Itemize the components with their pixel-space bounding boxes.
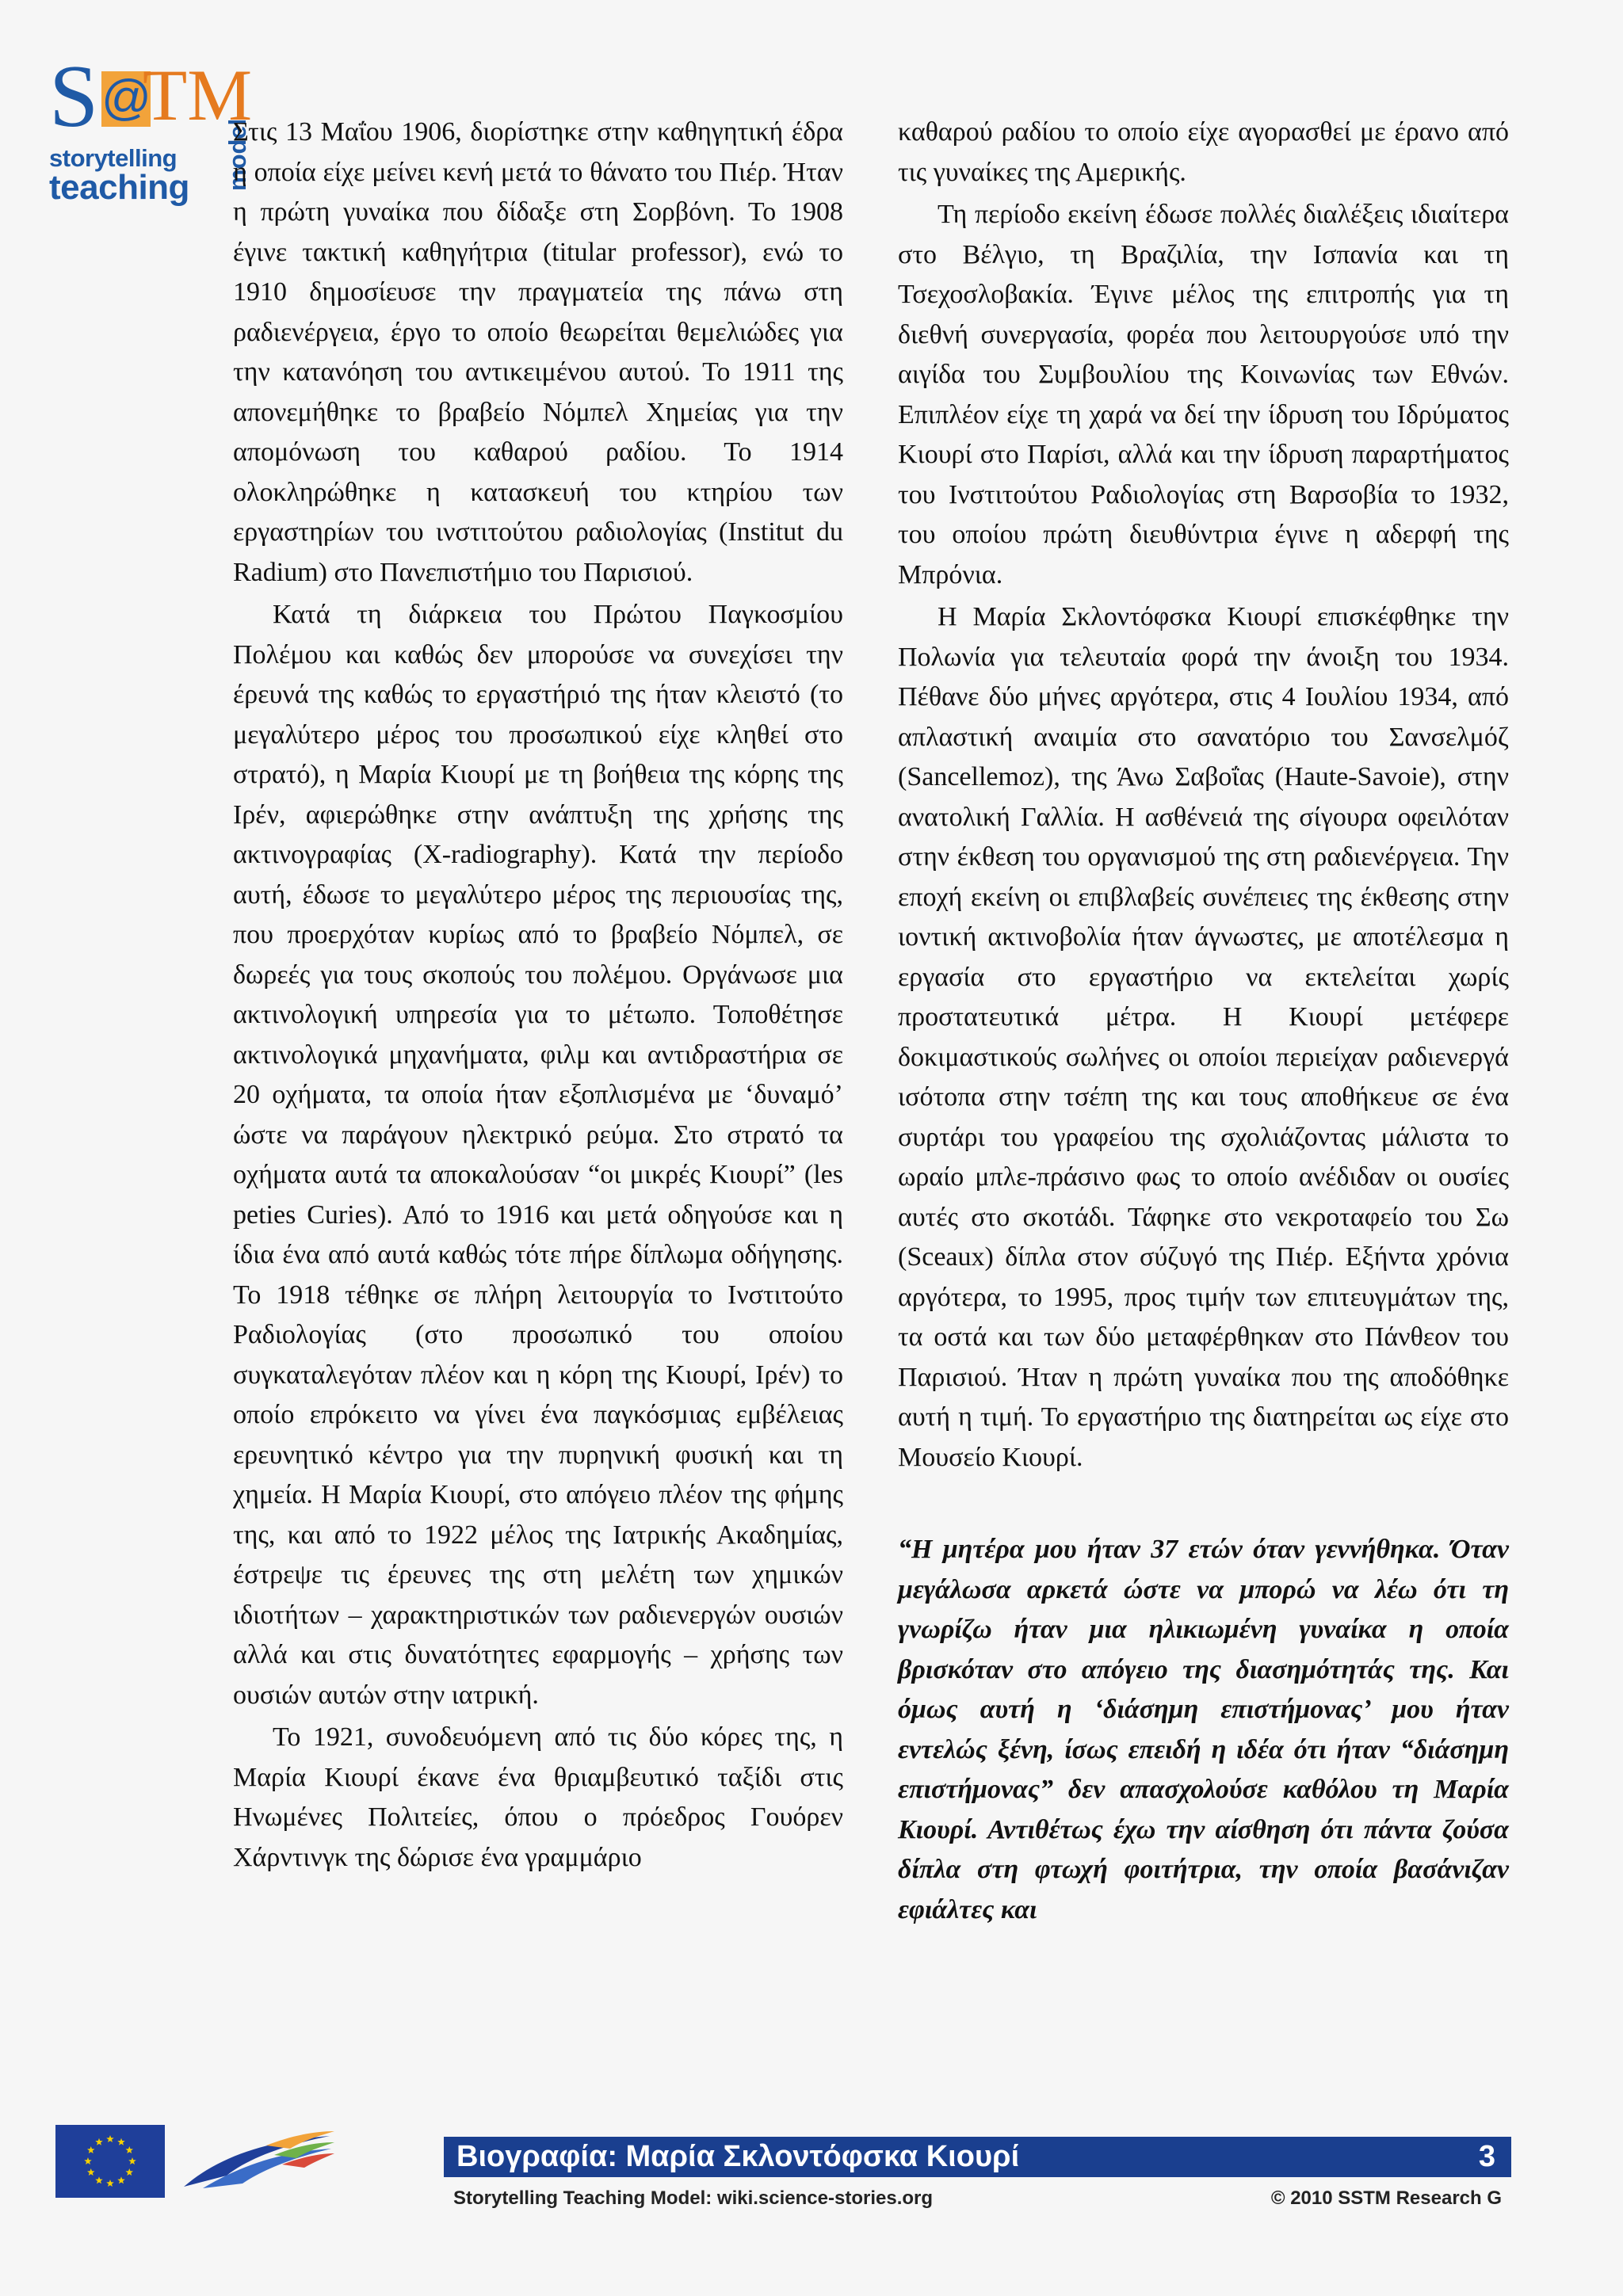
logo-letters-tm: TM [143, 55, 252, 135]
logo-at-sign: @ [101, 71, 151, 125]
right-paragraph-3: Η Μαρία Σκλοντόφσκα Κιουρί επισκέφθηκε την Πολωνία για τελευταία φορά την άνοιξη του 1934. Πέθανε δύο μήνες αργότερα, στις 4 Ιουλίου 1934, από απλαστική αναιμία στο σανατόριο του Σανσελμόζ (Sancellemoz), της Άνω Σαβοΐας (Haute-Savoie), στην ανατολική Γαλλία. Η ασθένειά της σίγουρα οφειλόταν στην έκθεση του οργανισμού της στη ραδιενέργεια. Την εποχή εκείνη οι επιβλαβείς συνέπειες της έκθεσης στην ιοντική ακτινοβολία ήταν άγνωστες, με αποτέλεσμα η εργασία στο εργαστήριο να εκτελείται χωρίς προστατευτικά μέτρα. Η Κιουρί μετέφερε δοκιμαστικούς σωλήνες οι οποίοι περιείχαν ραδιενεργά ισότοπα στην τσέπη της και τους αποθήκευε σε ένα συρτάρι του γραφείου της σχολιάζοντας μάλιστα το ωραίο μπλε-πράσινο φως το οποίο ανέδιδαν οι ουσίες αυτές στο σκοτάδι. Τάφηκε στο νεκροταφείο του Σω (Sceaux) δίπλα στον σύζυγό της Πιέρ. Εξήντα χρόνια αργότερα, το 1995, προς τιμήν των επιτευγμάτων της, τα οστά και των δύο μεταφέρθηκαν στο Πάνθεον του Παρισιού. Ήταν η πρώτη γυναίκα που της αποδόθηκε αυτή η τιμή. Το εργαστήριο της διατηρείται ως είχε στο Μουσείο Κιουρί. [898, 602, 1509, 1472]
left-paragraph-3: Το 1921, συνοδευόμενη από τις δύο κόρες της, η Μαρία Κιουρί έκανε ένα θριαμβευτικό ταξίδι στις Ηνωμένες Πολιτείες, όπου ο πρόεδρος Γουόρεν Χάρντινγκ της δώρισε ένα γραμμάριο [233, 1722, 843, 1872]
left-column [233, 113, 843, 1878]
eu-stars-icon [55, 2125, 165, 2198]
logo-teaching: teaching [49, 168, 189, 207]
footer-bar [444, 2137, 1511, 2177]
left-paragraph-2: Κατά τη διάρκεια του Πρώτου Παγκοσμίου Πολέμου και καθώς δεν μπορούσε να συνεχίσει την έρευνά της καθώς το εργαστήριό της ήταν κλειστό (το μεγαλύτερο μέρος του προσωπικού είχε κληθεί στο στρατό), η Μαρία Κιουρί με τη βοήθεια της κόρης της Ιρέν, αφιερώθηκε στην ανάπτυξη της χρήσης της ακτινογραφίας (X-radiography). Κατά την περίοδο αυτή, έδωσε το μεγαλύτερο μέρος της περιουσίας της, που προερχόταν κυρίως από το βραβείο Νόμπελ, σε δωρεές για τους σκοπούς του πολέμου. Οργάνωσε μια ακτινολογική υπηρεσία για το μέτωπο. Τοποθέτησε ακτινολογικά μηχανήματα, φιλμ και αντιδραστήρια σε 20 οχήματα, τα οποία ήταν εξοπλισμένα με ‘δυναμό’ ώστε να παράγουν ηλεκτρικό ρεύμα. Στο στρατό τα οχήματα αυτά τα αποκαλούσαν “οι μικρές Κιουρί” (les peties Curies). Από το 1916 και μετά οδηγούσε και η ίδια ένα από αυτά καθώς τότε πήρε δίπλωμα οδήγησης. Το 1918 τέθηκε σε πλήρη λειτουργία το Ινστιτούτο Ραδιολογίας (στο προσωπικό του οποίου συγκαταλεγόταν πλέον και η κόρη της Κιουρί, Ιρέν) το οποίο επρόκειτο να γίνει ένα παγκόσμιας εμβέλειας ερευνητικό κέντρο για την πυρηνική φυσική και τη χημεία. Η Μαρία Κιουρί, στο απόγειο πλέον της φήμης της, και από το 1922 μέλος της Ιατρικής Ακαδημίας, έστρεψε τις έρευνες της στη μελέτη των χημικών ιδιοτήτων – χαρακτηριστικών των ραδιενεργών ουσιών αλλά και στις δυνατότητες εφαρμογής – χρήσης των ουσιών αυτών στην ιατρική. [233, 600, 843, 1710]
logo-model: model [223, 118, 251, 191]
logo-storytelling: storytelling [49, 144, 178, 172]
lifelong-learning-programme-logo [179, 2125, 336, 2198]
left-paragraph-1: Στις 13 Μαΐου 1906, διορίστηκε στην καθηγητική έδρα η οποία είχε μείνει κενή μετά το θάνατο του Πιέρ. Ήταν η πρώτη γυναίκα που δίδαξε στη Σορβόνη. Το 1908 έγινε τακτική καθηγήτρια (titular professor), ενώ το 1910 δημοσίευσε την πραγματεία της πάνω στη ραδιενέργεια, έργο το οποίο θεωρείται θεμελιώδες για την κατανόηση του αντικειμένου αυτού. Το 1911 της απονεμήθηκε το βραβείο Νόμπελ Χημείας για την απομόνωση του καθαρού ραδίου. Το 1914 ολοκληρώθηκε η κατασκευή του κτηρίου των εργαστηρίων του ινστιτούτου ραδιολογίας (Institut du Radium) στο Πανεπιστήμιο του Παρισιού. [233, 117, 843, 587]
daughter-quote: “Η μητέρα μου ήταν 37 ετών όταν γεννήθηκα. Όταν μεγάλωσα αρκετά ώστε να μπορώ να λέω ότι τη γνωρίζω ήταν μια ηλικιωμένη γυναίκα η οποία βρισκόταν στο απόγειο της διασημότητάς της. Και όμως αυτή η ‘διάσημη επιστήμονας’ μου ήταν εντελώς ξένη, ίσως επειδή η ιδέα ότι ήταν “διάσημη επιστήμονας” δεν απασχολούσε καθόλου τη Μαρία Κιουρί. Αντιθέτως έχω την αίσθηση ότι πάντα ζούσα δίπλα στη φτωχή φοιτήτρια, την οποία βασάνιζαν εφιάλτες και [898, 1535, 1509, 1924]
right-paragraph-1: καθαρού ραδίου το οποίο είχε αγορασθεί με έρανο από τις γυναίκες της Αμερικής. [898, 117, 1509, 187]
footer-site-link[interactable]: Storytelling Teaching Model: wiki.science-stories.org [453, 2187, 934, 2209]
right-column [898, 113, 1509, 1930]
footer-copyright: © 2010 SSTM Research G [1270, 2187, 1502, 2209]
eu-flag-icon [55, 2125, 165, 2198]
footer-subline [444, 2185, 1511, 2209]
sstm-logo [49, 48, 252, 211]
logo-letter-s: S [49, 48, 99, 146]
right-paragraph-2: Τη περίοδο εκείνη έδωσε πολλές διαλέξεις ιδιαίτερα στο Βέλγιο, τη Βραζιλία, την Ισπανία και τη Τσεχοσλοβακία. Έγινε μέλος της επιτροπής για τη διεθνή συνεργασία, φορέα που λειτουργούσε υπό την αιγίδα του Συμβουλίου της Κοινωνίας των Εθνών. Επιπλέον είχε τη χαρά να δεί την ίδρυση του Ιδρύματος Κιουρί στο Παρίσι, αλλά και την ίδρυση παραρτήματος του Ινστιτούτου Ραδιολογίας στη Βαρσοβία το 1932, του οποίου πρώτη διευθύντρια έγινε η αδερφή της Μπρόνια. [898, 200, 1509, 589]
footer-title: Βιογραφία: Μαρία Σκλοντόφσκα Κιουρί [456, 2140, 1020, 2173]
page-number: 3 [1478, 2140, 1495, 2173]
